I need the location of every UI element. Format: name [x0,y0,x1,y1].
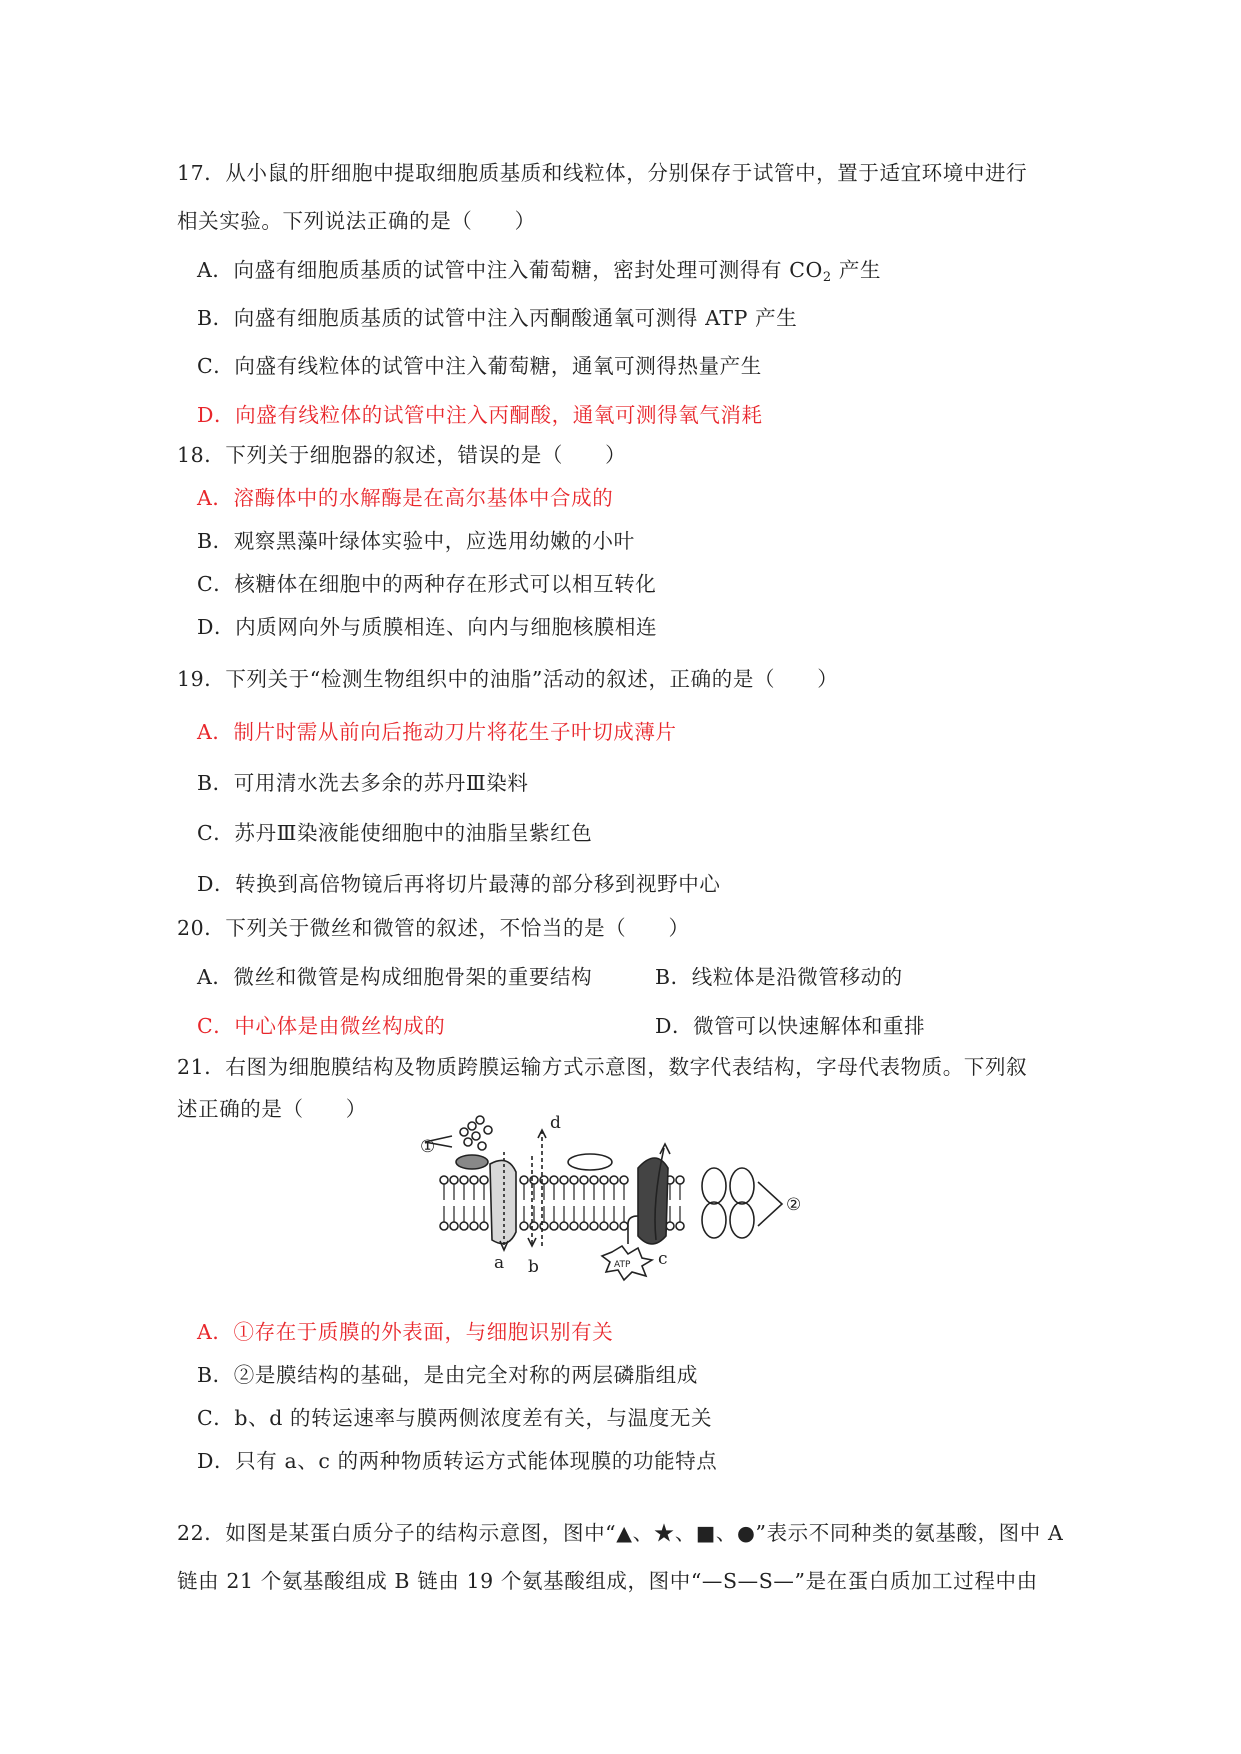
q17-option-a [197,255,881,293]
q17-option-a-text: A．向盛有细胞质基质的试管中注入葡萄糖，密封处理可测得有 CO [197,258,823,282]
q18-option-a-answer: A．溶酶体中的水解酶是在高尔基体中合成的 [197,486,614,510]
diagram-label-c: c [658,1249,668,1269]
q19-option-b: B．可用清水洗去多余的苏丹Ⅲ染料 [197,771,529,795]
q19-stem: 19．下列关于“检测生物组织中的油脂”活动的叙述，正确的是（ ） [177,667,839,691]
q20-option-d: D．微管可以快速解体和重排 [655,1014,926,1038]
membrane-transport-diagram [420,1112,810,1282]
diagram-label-d: d [550,1113,561,1133]
diagram-label-1: ① [420,1137,436,1157]
q17-stem-line2: 相关实验。下列说法正确的是（ ） [177,209,536,233]
q20-option-b: B．线粒体是沿微管移动的 [655,965,903,989]
q18-stem: 18．下列关于细胞器的叙述，错误的是（ ） [177,443,627,467]
q18-option-d: D．内质网向外与质膜相连、向内与细胞核膜相连 [197,615,658,639]
q17-option-b: B．向盛有细胞质基质的试管中注入丙酮酸通氧可测得 ATP 产生 [197,306,798,330]
q21-stem-line2: 述正确的是（ ） [177,1097,367,1121]
q21-option-d: D．只有 a、c 的两种物质转运方式能体现膜的功能特点 [197,1449,718,1473]
q18-option-c: C．核糖体在细胞中的两种存在形式可以相互转化 [197,572,657,596]
q20-option-a: A．微丝和微管是构成细胞骨架的重要结构 [197,965,593,989]
q21-option-a-answer: A．①存在于质膜的外表面，与细胞识别有关 [197,1320,614,1344]
q21-stem-line1: 21．右图为细胞膜结构及物质跨膜运输方式示意图，数字代表结构，字母代表物质。下列叙 [177,1055,1028,1079]
q17-option-d-answer: D．向盛有线粒体的试管中注入丙酮酸，通氧可测得氧气消耗 [197,403,763,427]
q19-option-d: D．转换到高倍物镜后再将切片最薄的部分移到视野中心 [197,872,721,896]
q17-option-c: C．向盛有线粒体的试管中注入葡萄糖，通氧可测得热量产生 [197,354,762,378]
q20-stem: 20．下列关于微丝和微管的叙述，不恰当的是（ ） [177,916,690,940]
q19-option-a-answer: A．制片时需从前向后拖动刀片将花生子叶切成薄片 [197,720,677,744]
q18-option-b: B．观察黑藻叶绿体实验中，应选用幼嫩的小叶 [197,529,635,553]
diagram-label-2: ② [786,1195,802,1215]
q20-option-c-answer: C．中心体是由微丝构成的 [197,1014,446,1038]
q22-stem-line2: 链由 21 个氨基酸组成 B 链由 19 个氨基酸组成，图中“—S—S—”是在蛋白质加工过程中由 [177,1569,1038,1593]
carrier-protein-a [490,1160,516,1243]
q17-stem-line1: 17．从小鼠的肝细胞中提取细胞质基质和线粒体，分别保存于试管中，置于适宜环境中进行 [177,161,1028,185]
atp-pump-protein-c [638,1158,668,1244]
diagram-label-b: b [528,1257,539,1277]
glycoprotein-chain [460,1116,492,1150]
q17-option-a-subscript: 2 [822,270,832,285]
q22-stem-line1: 22．如图是某蛋白质分子的结构示意图，图中“▲、★、■、●”表示不同种类的氨基酸，图中 A [177,1521,1064,1545]
diagram-label-a: a [494,1253,505,1273]
q17-option-a-suffix: 产生 [831,258,882,282]
q19-option-c: C．苏丹Ⅲ染液能使细胞中的油脂呈紫红色 [197,821,593,845]
glycoprotein-protein [456,1155,488,1169]
q21-option-b: B．②是膜结构的基础，是由完全对称的两层磷脂组成 [197,1363,698,1387]
q21-option-c: C．b、d 的转运速率与膜两侧浓度差有关，与温度无关 [197,1406,713,1430]
diagram-label-atp: ATP [614,1260,631,1270]
